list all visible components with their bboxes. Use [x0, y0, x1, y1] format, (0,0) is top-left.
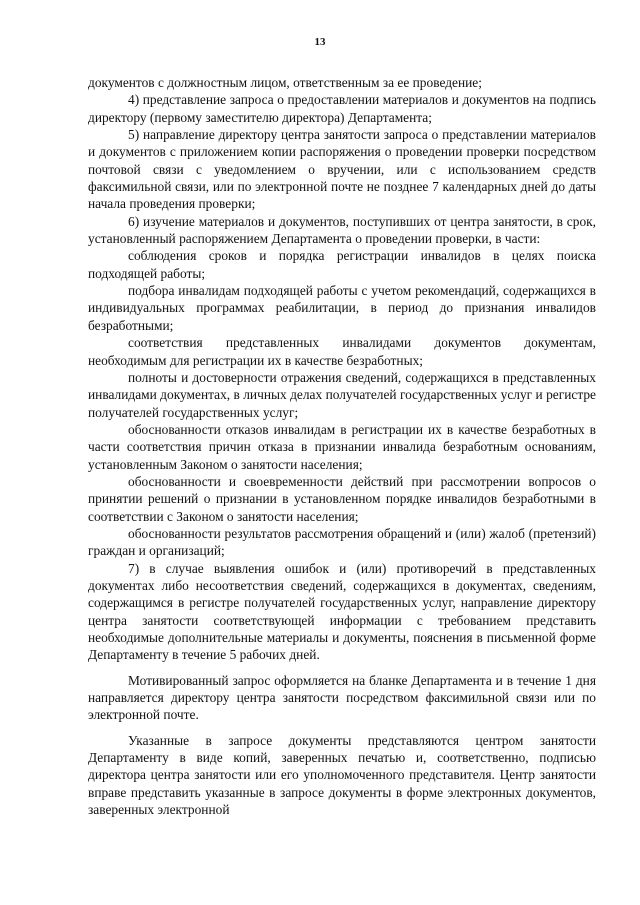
page-number: 13 — [314, 36, 326, 48]
paragraph-item-7: 7) в случае выявления ошибок и (или) противоречий в представленных документах либо несоответствия сведений, содержащихся в документах, сведениям, содержащимся в регистре получателей государственных услуг, направление директору центра занятости соответствующей информации с требованием представить необходимые дополнительные материалы и документы, пояснения в письменной форме Департаменту в течение 5 рабочих дней. — [88, 560, 596, 663]
paragraph-item-4: 4) представление запроса о предоставлении материалов и документов на подпись директору (первому заместителю директора) Департамента; — [88, 92, 596, 125]
paragraph-sub-timeliness: обоснованности и своевременности действий при рассмотрении вопросов о принятии решений о признании в установленном порядке инвалидов безработными в соответствии с Законом о занятости населения; — [88, 473, 596, 524]
paragraph-continuation: документов с должностным лицом, ответственным за ее проведение; — [88, 75, 482, 90]
paragraph-sub-refusal-grounds: обоснованности отказов инвалидам в регистрации их в качестве безработных в части соответствия причин отказа в признании инвалида безработным основаниям, установленным Законом о занятости населения; — [88, 421, 596, 472]
document-body — [88, 74, 596, 818]
paragraph-sub-complaints: обоснованности результатов рассмотрения обращений и (или) жалоб (претензий) граждан и организаций; — [88, 525, 596, 559]
paragraph-item-5: 5) направление директору центра занятости запроса о представлении материалов и документов с приложением копии распоряжения о проведении проверки посредством почтовой связи с уведомлением о вручении, или с использованием средств факсимильной связи, или по электронной почте не позднее 7 календарных дней до даты начала проведения проверки; — [88, 127, 596, 212]
paragraph-documents-submission: Указанные в запросе документы представляются центром занятости Департаменту в виде копий, заверенных печатью и, соответственно, подписью директора центра занятости или его уполномоченного представителя. Центр занятости вправе представить указанные в запросе документы в форме электронных документов, заверенных электронной — [88, 732, 596, 818]
paragraph-sub-registration-deadlines: соблюдения сроков и порядка регистрации инвалидов в целях поиска подходящей работы; — [88, 248, 596, 281]
paragraph-motivated-request: Мотивированный запрос оформляется на бланке Департамента и в течение 1 дня направляется директору центра занятости посредством факсимильной связи или по электронной почте. — [88, 672, 596, 723]
paragraph-sub-job-selection: подбора инвалидам подходящей работы с учетом рекомендаций, содержащихся в индивидуальных программах реабилитации, в период до признания инвалидов безработными; — [88, 283, 596, 333]
paragraph-sub-documents-compliance: соответствия представленных инвалидами документов документам, необходимым для регистрации их в качестве безработных; — [88, 335, 596, 368]
paragraph-sub-completeness: полноты и достоверности отражения сведений, содержащихся в представленных инвалидами документах, в личных делах получателей государственных услуг и регистре получателей государственных услуг; — [88, 369, 596, 420]
paragraph-item-6: 6) изучение материалов и документов, поступивших от центра занятости, в срок, установленный распоряжением Департамента о проведении проверки, в части: — [88, 213, 596, 247]
